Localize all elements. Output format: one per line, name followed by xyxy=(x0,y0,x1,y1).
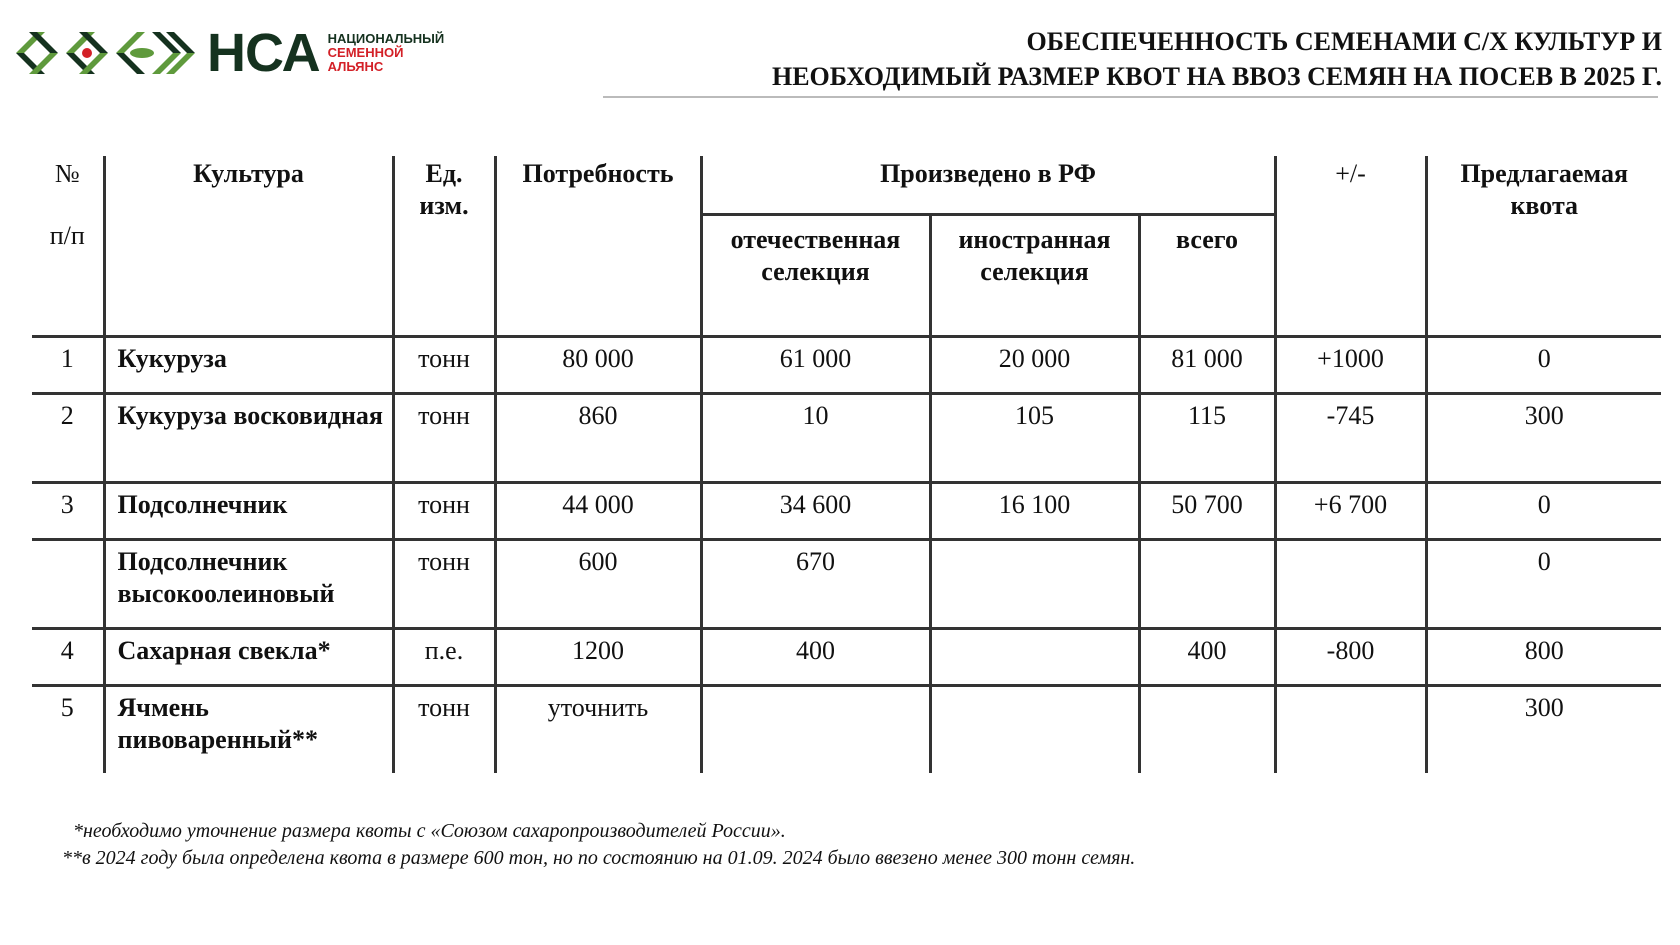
cell-n: 5 xyxy=(60,693,74,722)
cell-n: 2 xyxy=(32,394,104,483)
title-divider xyxy=(603,96,1658,98)
logo-words xyxy=(328,32,445,74)
footnote-1: *необходимо уточнение размера квоты с «Союзом сахаропроизводителей России». xyxy=(73,820,786,842)
title-line2: НЕОБХОДИМЫЙ РАЗМЕР КВОТ НА ВВОЗ СЕМЯН НА ПОСЕВ В 2025 Г. xyxy=(771,62,1662,91)
cell-foreign xyxy=(930,629,1139,686)
table-row xyxy=(32,483,1661,540)
cell-quota: 0 xyxy=(1426,540,1661,629)
cell-need: 860 xyxy=(495,394,701,483)
cell-need: 600 xyxy=(495,540,701,629)
logo-emblem-icon xyxy=(14,30,199,76)
cell-total: 81 000 xyxy=(1139,337,1275,394)
cell-foreign xyxy=(930,540,1139,629)
page-title xyxy=(772,24,1662,94)
cell-domestic xyxy=(701,686,930,774)
cell-quota: 300 xyxy=(1426,686,1661,774)
cell-crop: Подсолнечник xyxy=(104,483,393,540)
cell-crop: Ячмень пивоваренный** xyxy=(104,686,393,774)
table-row xyxy=(32,337,1661,394)
cell-domestic: 670 xyxy=(701,540,930,629)
footnote-2: **в 2024 году была определена квота в размере 600 тон, но по состоянию на 01.09. 2024 было ввезено менее 300 тонн семян. xyxy=(62,847,1136,869)
table-row xyxy=(32,394,1661,483)
cell-foreign: 105 xyxy=(930,394,1139,483)
cell-domestic: 400 xyxy=(701,629,930,686)
header-total: всего xyxy=(1139,215,1275,337)
cell-foreign: 20 000 xyxy=(930,337,1139,394)
cell-n: 4 xyxy=(32,629,104,686)
cell-total xyxy=(1139,540,1275,629)
table-row xyxy=(32,629,1661,686)
cell-quota: 0 xyxy=(1426,337,1661,394)
cell-crop: Кукуруза восковидная xyxy=(104,394,393,483)
cell-domestic: 10 xyxy=(701,394,930,483)
cell-need: 1200 xyxy=(495,629,701,686)
header-num-b: п/п xyxy=(49,221,85,250)
table-row xyxy=(32,540,1661,629)
cell-crop: Сахарная свекла* xyxy=(104,629,393,686)
cell-n xyxy=(32,540,104,629)
cell-domestic: 61 000 xyxy=(701,337,930,394)
logo-line1: НАЦИОНАЛЬНЫЙ xyxy=(327,31,445,46)
cell-unit: тонн xyxy=(393,483,495,540)
cell-foreign: 16 100 xyxy=(930,483,1139,540)
header-unit: Ед. изм. xyxy=(393,156,495,337)
cell-crop: Подсолнечник высокоолеиновый xyxy=(104,540,393,629)
cell-diff: +6 700 xyxy=(1275,483,1426,540)
cell-diff: -800 xyxy=(1275,629,1426,686)
logo-line2: СЕМЕННОЙ xyxy=(327,45,404,60)
cell-unit: тонн xyxy=(393,686,495,774)
table-row xyxy=(32,686,1661,774)
cell-total: 400 xyxy=(1139,629,1275,686)
header-num xyxy=(32,156,104,337)
logo-abbr: НСА xyxy=(207,23,320,83)
cell-crop: Кукуруза xyxy=(104,337,393,394)
cell-n: 3 xyxy=(32,483,104,540)
cell-diff xyxy=(1275,686,1426,774)
header-need: Потребность xyxy=(495,156,701,337)
cell-foreign xyxy=(930,686,1139,774)
cell-diff: -745 xyxy=(1275,394,1426,483)
cell-need: 44 000 xyxy=(495,483,701,540)
cell-quota: 0 xyxy=(1426,483,1661,540)
header-num-a: № xyxy=(54,159,80,188)
cell-total: 115 xyxy=(1139,394,1275,483)
cell-diff: +1000 xyxy=(1275,337,1426,394)
cell-unit: п.е. xyxy=(393,629,495,686)
logo xyxy=(14,23,445,83)
cell-unit: тонн xyxy=(393,540,495,629)
logo-line3: АЛЬЯНС xyxy=(327,59,384,74)
header-foreign: иностранная селекция xyxy=(930,215,1139,337)
cell-need: 80 000 xyxy=(495,337,701,394)
header-diff: +/- xyxy=(1275,156,1426,337)
cell-quota: 300 xyxy=(1426,394,1661,483)
cell-unit: тонн xyxy=(393,337,495,394)
title-line1: ОБЕСПЕЧЕННОСТЬ СЕМЕНАМИ С/Х КУЛЬТУР И xyxy=(1026,27,1662,56)
header-domestic: отечественная селекция xyxy=(701,215,930,337)
cell-unit: тонн xyxy=(393,394,495,483)
cell-diff xyxy=(1275,540,1426,629)
header-produced: Произведено в РФ xyxy=(701,156,1275,215)
cell-total: 50 700 xyxy=(1139,483,1275,540)
cell-need: уточнить xyxy=(495,686,701,774)
cell-domestic: 34 600 xyxy=(701,483,930,540)
header-crop: Культура xyxy=(104,156,393,337)
seed-quota-table xyxy=(32,156,1661,773)
header-quota: Предлагаемая квота xyxy=(1426,156,1661,337)
cell-total xyxy=(1139,686,1275,774)
cell-quota: 800 xyxy=(1426,629,1661,686)
cell-n: 1 xyxy=(32,337,104,394)
